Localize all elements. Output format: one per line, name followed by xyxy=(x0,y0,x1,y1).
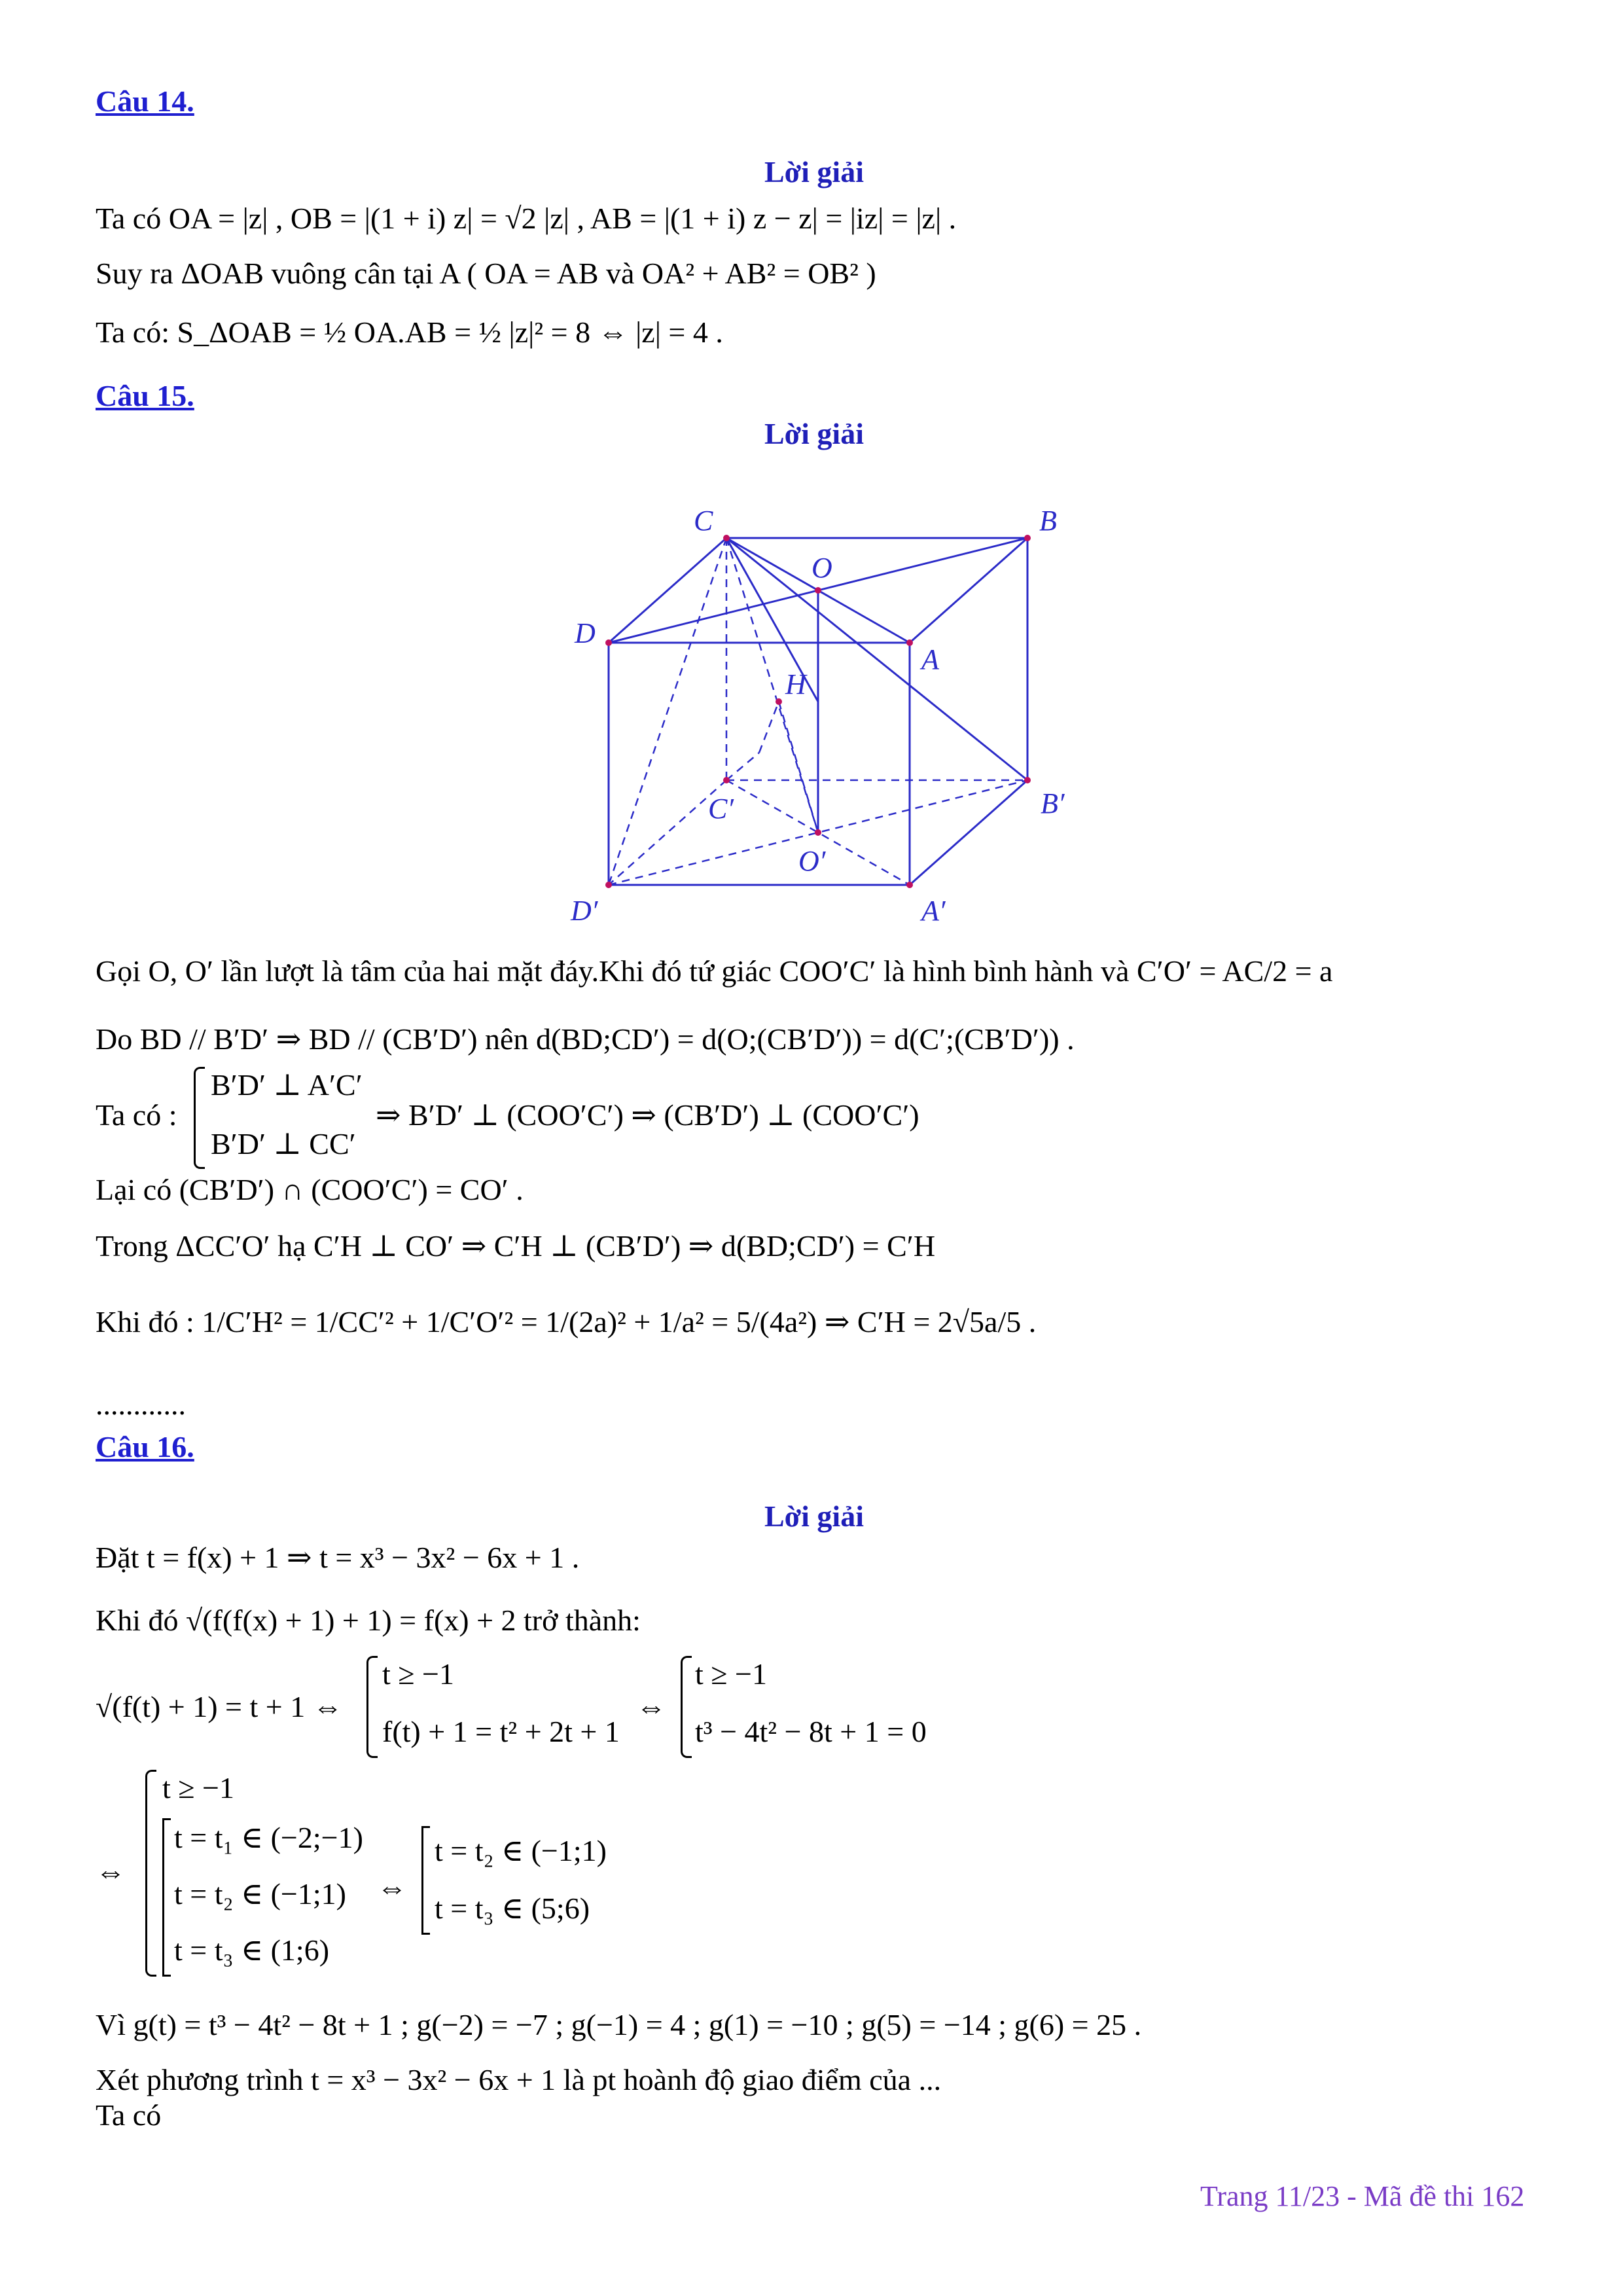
q15-line-3-rest: ⇒ B′D′ ⊥ (COO′C′) ⇒ (CB′D′) ⊥ (COO′C′) xyxy=(376,1098,919,1132)
q16-line-4-row-2: t = t₁ ∈ (−2;−1) xyxy=(174,1821,363,1854)
q16-system-2-row-1: t ≥ −1 xyxy=(695,1657,767,1691)
q14-heading: Câu 14. xyxy=(96,84,194,118)
q16-line-4-row-5: t = t₂ ∈ (−1;1) xyxy=(435,1834,607,1867)
q16-system-1-row-2: f(t) + 1 = t² + 2t + 1 xyxy=(382,1715,620,1748)
q15-heading: Câu 15. xyxy=(96,379,194,412)
label-o-prime: O′ xyxy=(798,845,826,877)
q16-equivalence: ⇔ xyxy=(636,1690,666,1723)
q16-line-6: Xét phương trình t = x³ − 3x² − 6x + 1 là pt hoành độ giao điểm của ... xyxy=(96,2063,942,2096)
label-c-prime: C′ xyxy=(708,793,734,825)
q16-system-2-row-2: t³ − 4t² − 8t + 1 = 0 xyxy=(695,1715,927,1748)
q14-line-1: Ta có OA = |z| , OB = |(1 + i) z| = √2 |z| , AB = |(1 + i) z − z| = |iz| = |z| . xyxy=(96,202,957,235)
q15-line-4: Lại có (CB′D′) ∩ (COO′C′) = CO′ . xyxy=(96,1173,524,1206)
q15-line-1: Gọi O, O′ lần lượt là tâm của hai mặt đáy.Khi đó tứ giác COO′C′ là hình bình hành và C′O′ = AC/2 = a xyxy=(96,954,1333,988)
label-d: D xyxy=(575,617,596,649)
system-brace xyxy=(681,1656,692,1758)
label-o: O xyxy=(812,552,832,584)
q16-line-4-equivalence-2: ⇔ xyxy=(377,1871,407,1904)
q15-line-6: Khi đó : 1/C′H² = 1/CC′² + 1/C′O′² = 1/(2a)² + 1/a² = 5/(4a²) ⇒ C′H = 2√5a/5 . xyxy=(96,1305,1037,1338)
q16-line-4-equivalence: ⇔ xyxy=(96,1855,126,1888)
solution-bracket xyxy=(162,1818,171,1977)
q14-line-2: Suy ra ΔOAB vuông cân tại A ( OA = AB và OA² + AB² = OB² ) xyxy=(96,257,876,290)
q16-line-4-row-3: t = t₂ ∈ (−1;1) xyxy=(174,1877,346,1910)
system-brace xyxy=(194,1067,205,1169)
label-d-prime: D′ xyxy=(571,895,598,927)
q16-heading: Câu 16. xyxy=(96,1430,194,1463)
cube-figure xyxy=(563,497,1126,942)
page-footer: Trang 11/23 - Mã đề thi 162 xyxy=(1200,2180,1525,2212)
solution-bracket xyxy=(421,1826,430,1935)
q16-line-4-row-6: t = t₃ ∈ (5;6) xyxy=(435,1892,590,1925)
label-h: H xyxy=(785,668,806,700)
q16-line-4-row-4: t = t₃ ∈ (1;6) xyxy=(174,1933,330,1967)
q16-line-4-row-1: t ≥ −1 xyxy=(162,1771,234,1804)
q15-system-row-1: B′D′ ⊥ A′C′ xyxy=(211,1068,363,1102)
q14-line-3: Ta có: S_ΔOAB = ½ OA.AB = ½ |z|² = 8 ⇔ |z| = 4 . xyxy=(96,315,723,349)
label-b-prime: B′ xyxy=(1041,787,1065,819)
q16-line-2: Khi đó √(f(f(x) + 1) + 1) = f(x) + 2 trở thành: xyxy=(96,1604,641,1637)
q15-line-5: Trong ΔCC′O′ hạ C′H ⊥ CO′ ⇒ C′H ⊥ (CB′D′) ⇒ d(BD;CD′) = C′H xyxy=(96,1229,936,1263)
q16-line-5: Vì g(t) = t³ − 4t² − 8t + 1 ; g(−2) = −7 ; g(−1) = 4 ; g(1) = −10 ; g(5) = −14 ; g(6) = 25 . xyxy=(96,2008,1142,2041)
q15-line-2: Do BD // B′D′ ⇒ BD // (CB′D′) nên d(BD;CD′) = d(O;(CB′D′)) = d(C′;(CB′D′)) . xyxy=(96,1022,1075,1056)
q15-system-row-2: B′D′ ⊥ CC′ xyxy=(211,1127,356,1160)
label-c: C xyxy=(694,505,713,537)
system-brace xyxy=(366,1656,378,1758)
label-b: B xyxy=(1039,505,1057,537)
q15-dots: ............ xyxy=(96,1388,186,1421)
q16-line-7: Ta có xyxy=(96,2098,162,2132)
q14-solution-title: Lời giải xyxy=(764,155,864,188)
label-a-prime: A′ xyxy=(921,895,946,927)
q15-line-3-prefix: Ta có : xyxy=(96,1098,177,1132)
q16-line-3-left: √(f(t) + 1) = t + 1 ⇔ xyxy=(96,1690,343,1723)
q15-solution-title: Lời giải xyxy=(764,417,864,450)
q16-solution-title: Lời giải xyxy=(764,1499,864,1533)
system-brace xyxy=(145,1770,156,1977)
q16-line-1: Đặt t = f(x) + 1 ⇒ t = x³ − 3x² − 6x + 1 . xyxy=(96,1541,580,1574)
q16-system-1-row-1: t ≥ −1 xyxy=(382,1657,454,1691)
label-a: A xyxy=(921,643,939,675)
